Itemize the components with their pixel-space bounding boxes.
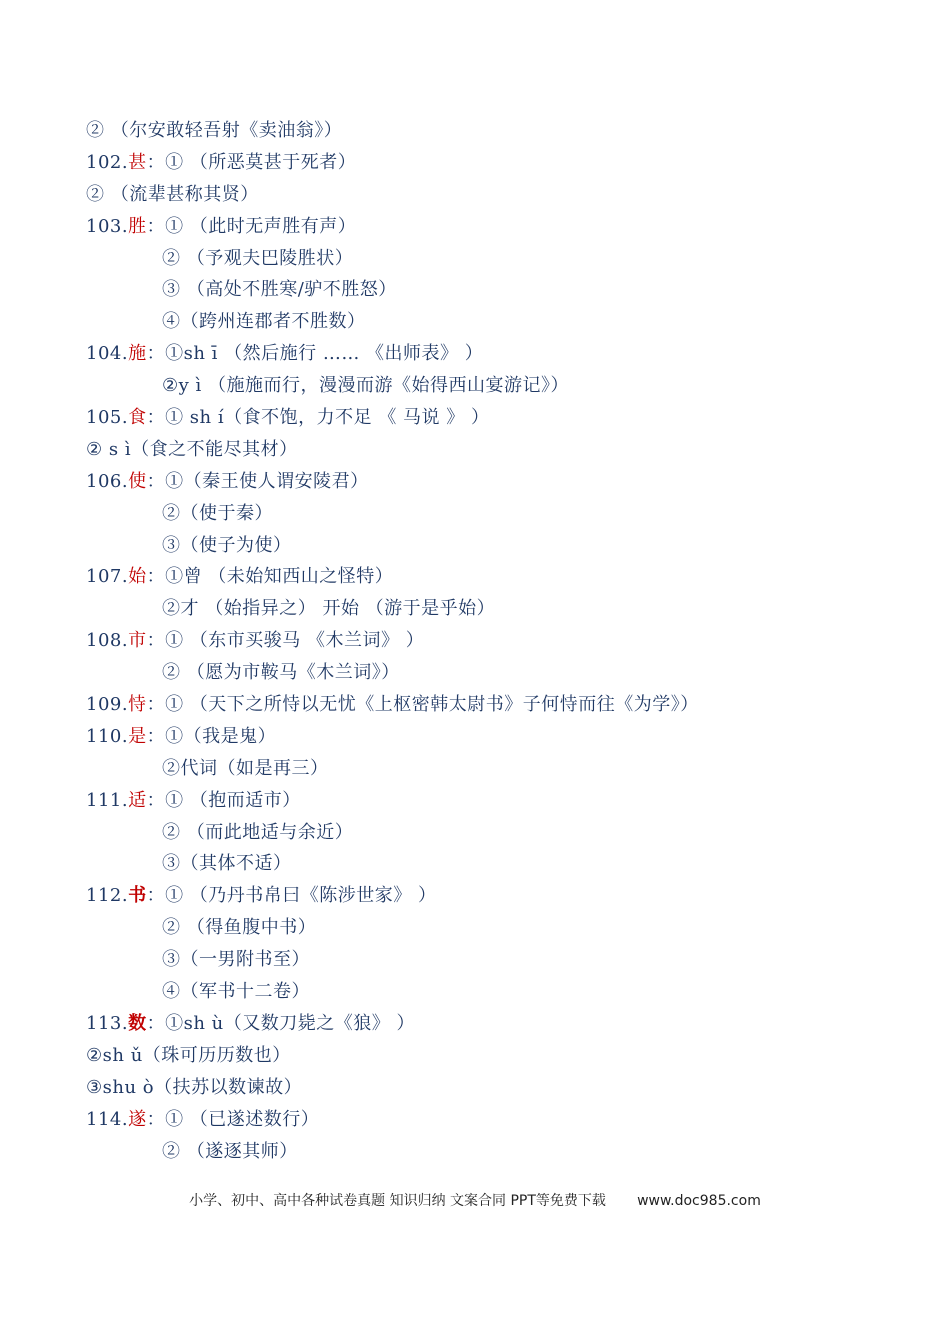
- entry-subline: [0, 593, 950, 625]
- entry-subline: [0, 817, 950, 849]
- page-footer: [0, 1190, 950, 1210]
- entry-number: 108.: [86, 630, 129, 652]
- entry-number: 109.: [86, 694, 129, 716]
- entry-text: ②才 （始指异之） 开始 （游于是乎始）: [162, 598, 496, 620]
- entry-text: ：① sh í（食不饱，力不足 《 马说 》 ）: [146, 407, 490, 429]
- entry-headword: 市: [128, 630, 147, 652]
- entry-headword: 是: [128, 725, 147, 747]
- entry-subline: [0, 115, 950, 147]
- entry-subline: [0, 370, 950, 402]
- entry-subline: [0, 274, 950, 306]
- vocabulary-list: [0, 115, 950, 1167]
- entry-line: [0, 147, 950, 179]
- entry-line: [0, 466, 950, 498]
- entry-text: ② s ì（食之不能尽其材）: [86, 438, 298, 460]
- footer-site: www.doc985.com: [637, 1193, 761, 1209]
- entry-line: [0, 561, 950, 593]
- entry-headword: 食: [128, 407, 147, 429]
- entry-text: ③（其体不适）: [162, 853, 292, 875]
- entry-text: ②（使于秦）: [162, 502, 273, 524]
- entry-text: ② （尔安敢轻吾射《卖油翁》）: [86, 120, 343, 141]
- entry-text: ：① （天下之所恃以无忧《上枢密韩太尉书》子何恃而往《为学》）: [146, 694, 699, 716]
- entry-text: ④（军书十二卷）: [162, 981, 310, 1003]
- entry-subline: [0, 1136, 950, 1168]
- entry-headword: 书: [128, 885, 147, 907]
- entry-subline: [0, 848, 950, 880]
- entry-headword: 恃: [128, 694, 147, 716]
- entry-number: 106.: [86, 470, 129, 492]
- entry-text: ：① （所恶莫甚于死者）: [146, 151, 357, 173]
- entry-subline: [0, 530, 950, 562]
- entry-number: 113.: [86, 1012, 129, 1034]
- entry-subline: [0, 944, 950, 976]
- entry-text: ：①sh ù（又数刀毙之《狼》 ）: [146, 1012, 415, 1034]
- entry-text: ② （得鱼腹中书）: [162, 917, 317, 939]
- entry-text: ②y ì （施施而行，漫漫而游《始得西山宴游记》）: [162, 375, 570, 397]
- entry-subline: [0, 912, 950, 944]
- entry-text: ② （遂逐其师）: [162, 1140, 298, 1162]
- entry-line: [0, 338, 950, 370]
- entry-subline: [0, 498, 950, 530]
- entry-line: [0, 689, 950, 721]
- entry-subline: [0, 1040, 950, 1072]
- entry-text: ：①sh ī （然后施行 …… 《出师表》 ）: [146, 343, 484, 365]
- entry-line: [0, 721, 950, 753]
- entry-line: [0, 402, 950, 434]
- entry-number: 107.: [86, 566, 129, 588]
- entry-headword: 使: [128, 470, 147, 492]
- entry-subline: [0, 434, 950, 466]
- entry-number: 104.: [86, 343, 129, 365]
- entry-text: ：①（秦王使人谓安陵君）: [146, 470, 369, 492]
- entry-subline: [0, 753, 950, 785]
- entry-text: ：①（我是鬼）: [146, 725, 277, 747]
- entry-number: 103.: [86, 215, 129, 237]
- entry-headword: 施: [128, 343, 147, 365]
- entry-text: ② （愿为市鞍马《木兰词》）: [162, 662, 400, 684]
- entry-headword: 甚: [128, 151, 147, 173]
- entry-text: ② （予观夫巴陵胜状）: [162, 247, 354, 269]
- entry-number: 114.: [86, 1108, 129, 1130]
- entry-text: ：① （乃丹书帛曰《陈涉世家》 ）: [146, 885, 437, 907]
- entry-number: 110.: [86, 725, 129, 747]
- entry-text: ②sh ǔ（珠可历历数也）: [86, 1044, 291, 1066]
- footer-text: 小学、初中、高中各种试卷真题 知识归纳 文案合同 PPT等免费下载: [189, 1193, 606, 1209]
- entry-subline: [0, 657, 950, 689]
- entry-text: ②代词（如是再三）: [162, 757, 329, 779]
- entry-text: ② （而此地适与余近）: [162, 821, 354, 843]
- entry-subline: [0, 1072, 950, 1104]
- entry-headword: 胜: [128, 215, 147, 237]
- entry-subline: [0, 243, 950, 275]
- entry-line: [0, 1008, 950, 1040]
- entry-subline: [0, 306, 950, 338]
- entry-headword: 始: [128, 566, 147, 588]
- entry-number: 111.: [86, 789, 129, 811]
- entry-text: ：①曾 （未始知西山之怪特）: [146, 566, 394, 588]
- entry-line: [0, 785, 950, 817]
- entry-line: [0, 211, 950, 243]
- entry-headword: 适: [128, 789, 147, 811]
- entry-headword: 数: [128, 1012, 147, 1034]
- entry-number: 112.: [86, 885, 129, 907]
- entry-text: ：① （此时无声胜有声）: [146, 215, 357, 237]
- entry-text: ③ （高处不胜寒/驴不胜怒）: [162, 279, 397, 301]
- entry-text: ：① （东市买骏马 《木兰词》 ）: [146, 630, 425, 652]
- entry-text: ② （流辈甚称其贤）: [86, 183, 259, 205]
- entry-line: [0, 880, 950, 912]
- entry-text: ：① （抱而适市）: [146, 789, 301, 811]
- entry-headword: 遂: [128, 1108, 147, 1130]
- entry-number: 102.: [86, 151, 129, 173]
- entry-text: ③（一男附书至）: [162, 949, 310, 971]
- entry-number: 105.: [86, 407, 129, 429]
- entry-text: ③（使子为使）: [162, 534, 292, 556]
- entry-line: [0, 1104, 950, 1136]
- entry-subline: [0, 976, 950, 1008]
- entry-text: ④（跨州连郡者不胜数）: [162, 311, 366, 333]
- entry-text: ③shu ò（扶苏以数谏故）: [86, 1076, 303, 1098]
- entry-line: [0, 625, 950, 657]
- entry-text: ：① （已遂述数行）: [146, 1108, 320, 1130]
- entry-subline: [0, 179, 950, 211]
